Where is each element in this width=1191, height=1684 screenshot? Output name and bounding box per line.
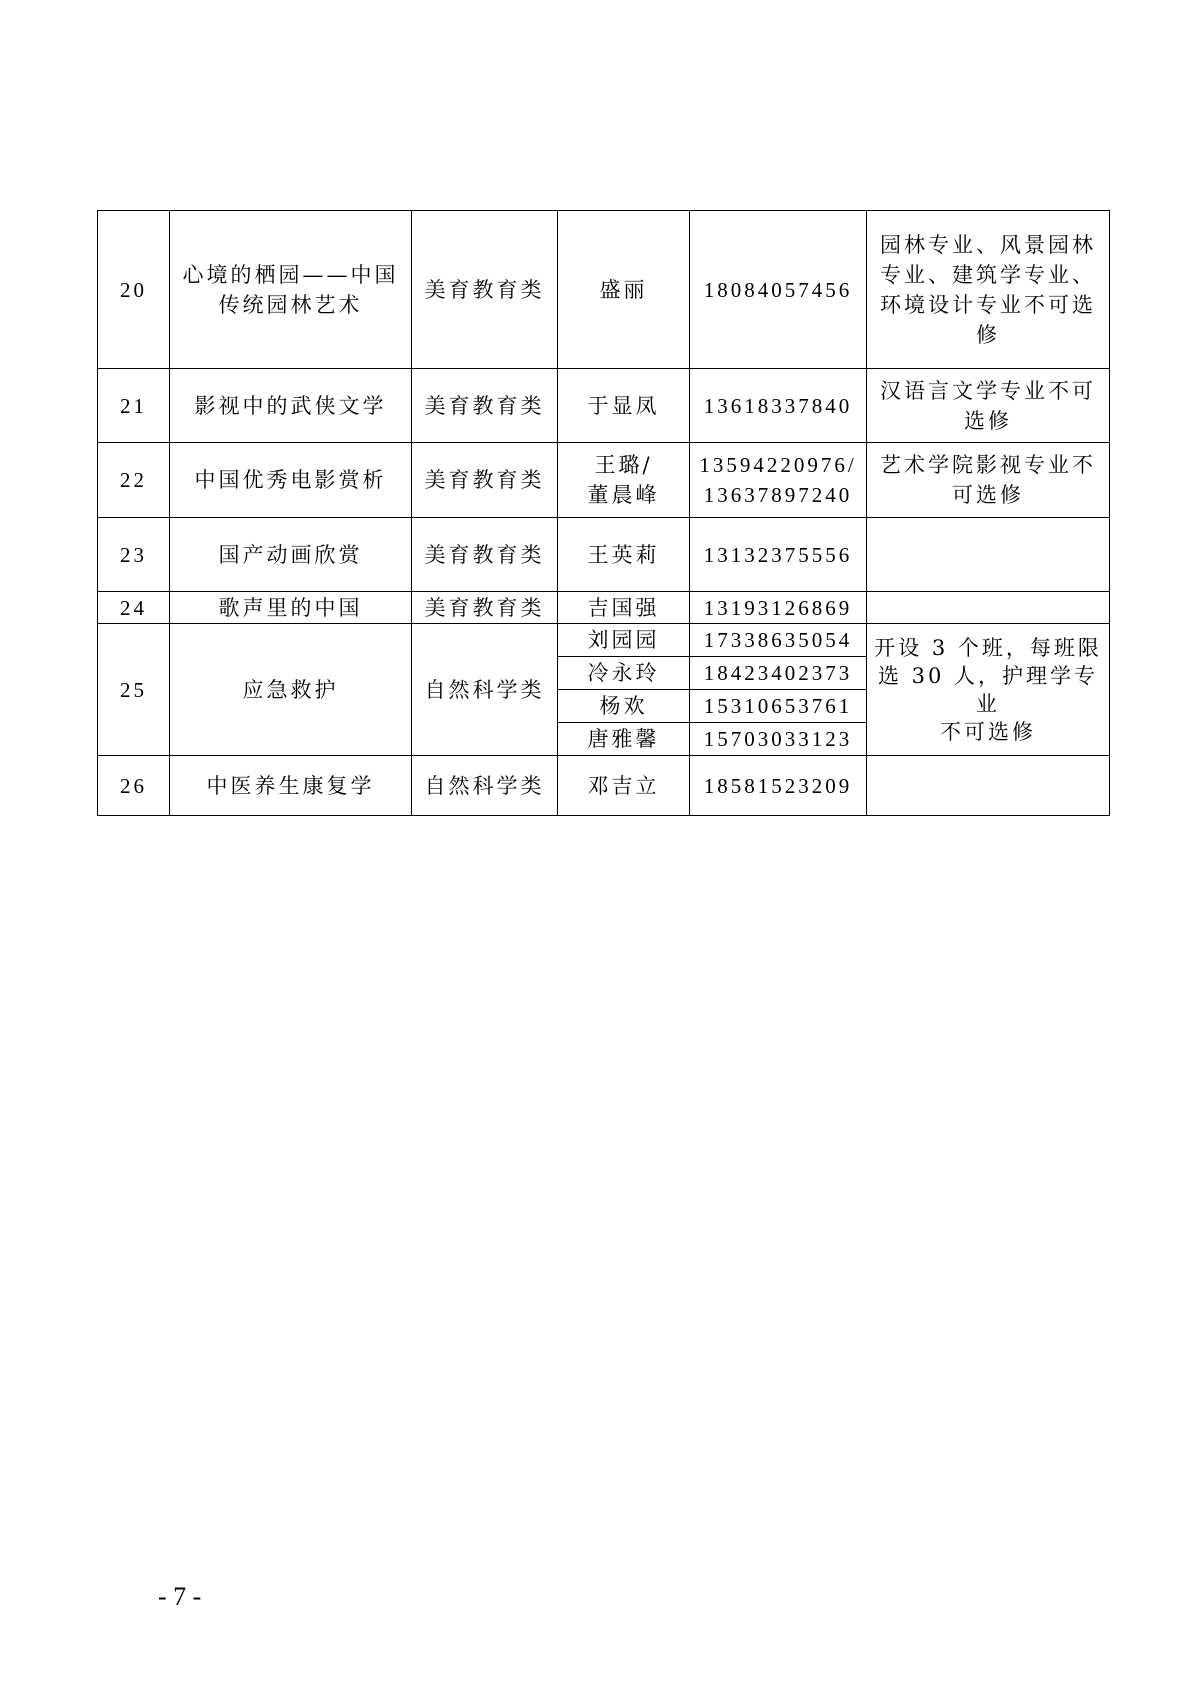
- course-name: 心境的栖园——中国 传统园林艺术: [170, 211, 412, 369]
- phone-number: 18581523209: [690, 756, 867, 816]
- course-name: 歌声里的中国: [170, 592, 412, 624]
- row-number: 21: [98, 369, 170, 443]
- row-number: 23: [98, 518, 170, 592]
- phone-number: 18423402373: [690, 657, 867, 690]
- row-number: 26: [98, 756, 170, 816]
- phone-number: 17338635054: [690, 624, 867, 657]
- course-category: 自然科学类: [412, 756, 558, 816]
- course-category: 美育教育类: [412, 592, 558, 624]
- course-category: 美育教育类: [412, 369, 558, 443]
- teacher-name: 盛丽: [558, 211, 690, 369]
- teacher-name: 杨欢: [558, 690, 690, 723]
- course-name: 影视中的武侠文学: [170, 369, 412, 443]
- table-row: [98, 443, 1110, 518]
- table-row: [98, 369, 1110, 443]
- course-category: 自然科学类: [412, 624, 558, 756]
- table-row: [98, 624, 1110, 657]
- teacher-name: 刘园园: [558, 624, 690, 657]
- teacher-name: 唐雅馨: [558, 723, 690, 756]
- table-row: [98, 211, 1110, 369]
- teacher-name: 吉国强: [558, 592, 690, 624]
- course-category: 美育教育类: [412, 518, 558, 592]
- note: 艺术学院影视专业不 可选修: [867, 443, 1110, 518]
- course-category: 美育教育类: [412, 443, 558, 518]
- row-number: 22: [98, 443, 170, 518]
- course-name: 应急救护: [170, 624, 412, 756]
- phone-number: 13618337840: [690, 369, 867, 443]
- note: 开设 3 个班，每班限 选 30 人，护理学专业 不可选修: [867, 624, 1110, 756]
- phone-number: 13132375556: [690, 518, 867, 592]
- table-row: [98, 518, 1110, 592]
- row-number: 25: [98, 624, 170, 756]
- course-name: 中国优秀电影赏析: [170, 443, 412, 518]
- phone-number: 15310653761: [690, 690, 867, 723]
- phone-number: 13594220976/ 13637897240: [690, 443, 867, 518]
- row-number: 24: [98, 592, 170, 624]
- note: 汉语言文学专业不可 选修: [867, 369, 1110, 443]
- note: 园林专业、风景园林 专业、建筑学专业、 环境设计专业不可选 修: [867, 211, 1110, 369]
- phone-number: 13193126869: [690, 592, 867, 624]
- table-row: [98, 592, 1110, 624]
- phone-number: 18084057456: [690, 211, 867, 369]
- note: [867, 756, 1110, 816]
- teacher-name: 邓吉立: [558, 756, 690, 816]
- page-number: - 7 -: [158, 1582, 202, 1611]
- teacher-name: 于显凤: [558, 369, 690, 443]
- course-name: 中医养生康复学: [170, 756, 412, 816]
- teacher-name: 王璐/ 董晨峰: [558, 443, 690, 518]
- table-row: [98, 756, 1110, 816]
- note: [867, 592, 1110, 624]
- phone-number: 15703033123: [690, 723, 867, 756]
- teacher-name: 冷永玲: [558, 657, 690, 690]
- course-table: [97, 210, 1110, 816]
- row-number: 20: [98, 211, 170, 369]
- note: [867, 518, 1110, 592]
- course-category: 美育教育类: [412, 211, 558, 369]
- teacher-name: 王英莉: [558, 518, 690, 592]
- course-name: 国产动画欣赏: [170, 518, 412, 592]
